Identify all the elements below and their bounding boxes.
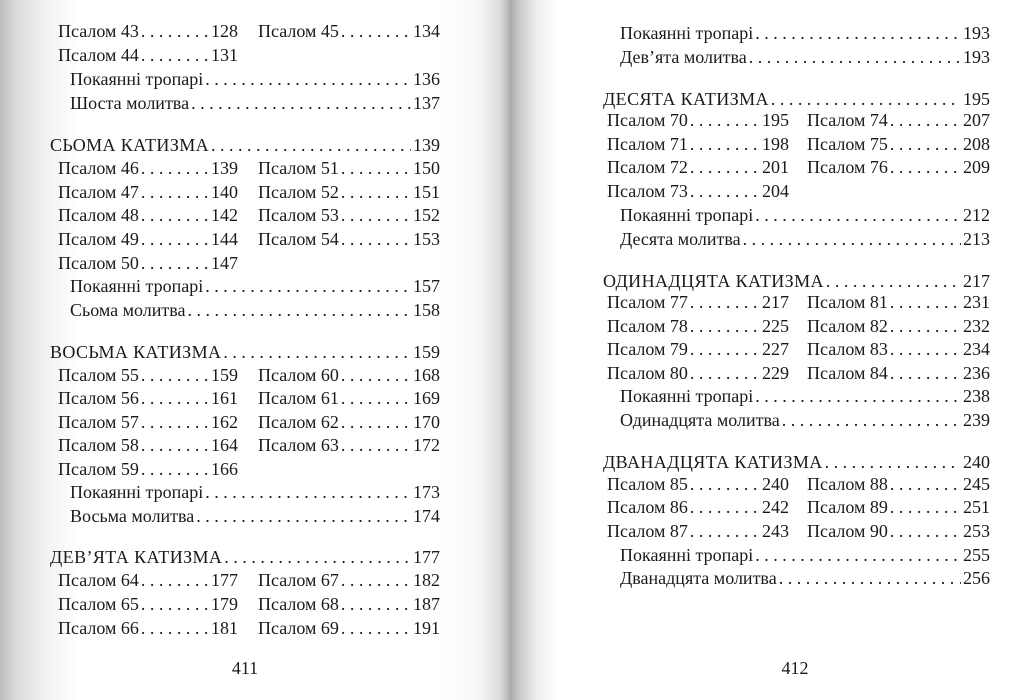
entry-title: Псалом 57	[58, 412, 139, 432]
dot-leader	[341, 180, 411, 204]
toc-subentry	[70, 67, 440, 91]
entry-page-number: 161	[211, 388, 238, 408]
entry-title: Псалом 46	[58, 158, 139, 178]
entry-title: Псалом 53	[258, 205, 339, 225]
toc-subentry	[620, 543, 990, 567]
entry-title: Псалом 52	[258, 182, 339, 202]
toc-psalm-entry	[807, 495, 990, 519]
entry-title: ДЕВ’ЯТА КАТИЗМА	[50, 547, 223, 567]
entry-page-number: 225	[762, 316, 789, 336]
entry-title: Покаянні тропарі	[620, 386, 754, 406]
dot-leader	[755, 543, 961, 567]
entry-page-number: 191	[413, 618, 440, 638]
entry-title: Восьма молитва	[70, 506, 195, 526]
entry-title: Псалом 61	[258, 388, 339, 408]
entry-page-number: 173	[413, 482, 440, 502]
entry-title: Псалом 65	[58, 594, 139, 614]
toc-psalm-entry	[807, 361, 990, 385]
toc-psalm-entry	[607, 132, 789, 156]
toc-psalm-entry	[607, 179, 789, 203]
toc-psalm-entry	[58, 433, 238, 457]
dot-leader	[341, 616, 411, 640]
entry-page-number: 229	[762, 363, 789, 383]
entry-page-number: 253	[963, 521, 990, 541]
entry-title: Псалом 68	[258, 594, 339, 614]
entry-page-number: 231	[963, 292, 990, 312]
toc-subentry	[70, 298, 440, 322]
dot-leader	[690, 108, 760, 132]
dot-leader	[341, 592, 411, 616]
entry-title: Псалом 81	[807, 292, 888, 312]
entry-title: Псалом 45	[258, 21, 339, 41]
entry-page-number: 157	[413, 276, 440, 296]
entry-title: Псалом 50	[58, 253, 139, 273]
toc-psalm-entry	[258, 19, 440, 43]
dot-leader	[341, 568, 411, 592]
entry-page-number: 201	[762, 157, 789, 177]
entry-page-number: 162	[211, 412, 238, 432]
dot-leader	[205, 480, 411, 504]
page-number-right: 412	[781, 658, 809, 678]
toc-psalm-entry	[58, 457, 238, 481]
entry-page-number: 168	[413, 365, 440, 385]
entry-page-number: 234	[963, 339, 990, 359]
toc-psalm-entry	[58, 203, 238, 227]
toc-psalm-entry	[58, 156, 238, 180]
dot-leader	[755, 203, 961, 227]
dot-leader	[743, 227, 961, 251]
toc-subentry	[620, 227, 990, 251]
entry-page-number: 144	[211, 229, 238, 249]
entry-page-number: 209	[963, 157, 990, 177]
entry-title: Псалом 54	[258, 229, 339, 249]
entry-page-number: 147	[211, 253, 238, 273]
toc-psalm-entry	[58, 180, 238, 204]
toc-psalm-entry	[58, 592, 238, 616]
entry-title: Дванадцята молитва	[620, 568, 777, 588]
toc-psalm-entry	[607, 337, 789, 361]
toc-psalm-entry	[58, 386, 238, 410]
dot-leader	[755, 384, 961, 408]
entry-title: Псалом 72	[607, 157, 688, 177]
toc-psalm-entry	[607, 519, 789, 543]
entry-page-number: 240	[762, 474, 789, 494]
toc-psalm-entry	[607, 155, 789, 179]
dot-leader	[224, 545, 411, 569]
dot-leader	[188, 298, 411, 322]
dot-leader	[690, 155, 760, 179]
entry-title: Псалом 82	[807, 316, 888, 336]
toc-psalm-entry	[58, 363, 238, 387]
entry-page-number: 242	[762, 497, 789, 517]
toc-kathisma-heading	[50, 340, 440, 364]
entry-page-number: 150	[413, 158, 440, 178]
entry-page-number: 212	[963, 205, 990, 225]
entry-title: Псалом 56	[58, 388, 139, 408]
toc-psalm-entry	[58, 568, 238, 592]
entry-page-number: 256	[963, 568, 990, 588]
toc-subentry	[70, 274, 440, 298]
entry-page-number: 204	[762, 181, 789, 201]
entry-title: Десята молитва	[620, 229, 741, 249]
dot-leader	[141, 363, 209, 387]
entry-title: Псалом 60	[258, 365, 339, 385]
toc-psalm-entry	[607, 495, 789, 519]
toc-kathisma-heading	[603, 450, 990, 474]
entry-title: Псалом 55	[58, 365, 139, 385]
dot-leader	[141, 616, 209, 640]
dot-leader	[141, 156, 209, 180]
toc-psalm-entry	[258, 616, 440, 640]
entry-title: Псалом 84	[807, 363, 888, 383]
entry-title: Шоста молитва	[70, 93, 190, 113]
toc-psalm-entry	[807, 314, 990, 338]
dot-leader	[690, 361, 760, 385]
entry-page-number: 137	[413, 93, 440, 113]
entry-title: Псалом 49	[58, 229, 139, 249]
toc-subentry	[70, 504, 440, 528]
dot-leader	[141, 433, 209, 457]
entry-title: Псалом 70	[607, 110, 688, 130]
entry-page-number: 193	[963, 47, 990, 67]
entry-page-number: 128	[211, 21, 238, 41]
entry-page-number: 166	[211, 459, 238, 479]
entry-title: Псалом 44	[58, 45, 139, 65]
entry-page-number: 181	[211, 618, 238, 638]
entry-title: Псалом 62	[258, 412, 339, 432]
entry-page-number: 139	[211, 158, 238, 178]
toc-psalm-entry	[258, 227, 440, 251]
toc-psalm-entry	[807, 472, 990, 496]
dot-leader	[141, 19, 209, 43]
dot-leader	[196, 504, 411, 528]
entry-page-number: 179	[211, 594, 238, 614]
entry-title: Псалом 76	[807, 157, 888, 177]
toc-psalm-entry	[807, 108, 990, 132]
entry-page-number: 169	[413, 388, 440, 408]
toc-psalm-entry	[58, 19, 238, 43]
dot-leader	[690, 495, 760, 519]
toc-psalm-entry	[807, 519, 990, 543]
dot-leader	[141, 592, 209, 616]
dot-leader	[690, 314, 760, 338]
dot-leader	[141, 457, 209, 481]
toc-psalm-entry	[607, 108, 789, 132]
entry-page-number: 136	[413, 69, 440, 89]
dot-leader	[341, 410, 411, 434]
toc-psalm-entry	[607, 361, 789, 385]
entry-page-number: 195	[963, 89, 990, 109]
entry-title: Псалом 89	[807, 497, 888, 517]
entry-page-number: 134	[413, 21, 440, 41]
entry-title: Сьома молитва	[70, 300, 186, 320]
toc-psalm-entry	[258, 203, 440, 227]
dot-leader	[141, 251, 209, 275]
entry-page-number: 182	[413, 570, 440, 590]
entry-title: Покаянні тропарі	[70, 276, 204, 296]
entry-page-number: 236	[963, 363, 990, 383]
entry-page-number: 255	[963, 545, 990, 565]
dot-leader	[749, 45, 961, 69]
entry-title: Псалом 78	[607, 316, 688, 336]
dot-leader	[890, 472, 961, 496]
dot-leader	[690, 132, 760, 156]
dot-leader	[690, 472, 760, 496]
entry-page-number: 239	[963, 410, 990, 430]
entry-title: Псалом 74	[807, 110, 888, 130]
toc-psalm-entry	[607, 290, 789, 314]
dot-leader	[890, 108, 961, 132]
entry-title: Дев’ята молитва	[620, 47, 747, 67]
entry-page-number: 238	[963, 386, 990, 406]
entry-title: Псалом 79	[607, 339, 688, 359]
dot-leader	[890, 290, 961, 314]
dot-leader	[690, 337, 760, 361]
toc-psalm-entry	[607, 472, 789, 496]
entry-page-number: 159	[211, 365, 238, 385]
entry-title: Псалом 59	[58, 459, 139, 479]
dot-leader	[890, 519, 961, 543]
toc-psalm-entry	[58, 616, 238, 640]
toc-psalm-entry	[58, 251, 238, 275]
entry-title: Псалом 85	[607, 474, 688, 494]
entry-page-number: 152	[413, 205, 440, 225]
entry-title: Псалом 63	[258, 435, 339, 455]
dot-leader	[211, 133, 411, 157]
entry-title: Покаянні тропарі	[70, 69, 204, 89]
dot-leader	[782, 408, 961, 432]
toc-psalm-entry	[607, 314, 789, 338]
entry-title: Покаянні тропарі	[70, 482, 204, 502]
entry-title: ОДИНАДЦЯТА КАТИЗМА	[603, 271, 824, 291]
entry-page-number: 158	[413, 300, 440, 320]
toc-subentry	[620, 384, 990, 408]
toc-psalm-entry	[258, 180, 440, 204]
dot-leader	[141, 386, 209, 410]
dot-leader	[141, 410, 209, 434]
dot-leader	[341, 227, 411, 251]
toc-psalm-entry	[807, 290, 990, 314]
entry-title: Псалом 66	[58, 618, 139, 638]
entry-page-number: 142	[211, 205, 238, 225]
dot-leader	[755, 21, 961, 45]
dot-leader	[341, 386, 411, 410]
entry-page-number: 245	[963, 474, 990, 494]
toc-psalm-entry	[258, 386, 440, 410]
entry-title: ДЕСЯТА КАТИЗМА	[603, 89, 769, 109]
entry-page-number: 251	[963, 497, 990, 517]
entry-title: СЬОМА КАТИЗМА	[50, 135, 210, 155]
page-number-left: 411	[231, 658, 259, 678]
toc-subentry	[70, 91, 440, 115]
entry-page-number: 217	[762, 292, 789, 312]
entry-page-number: 170	[413, 412, 440, 432]
entry-title: Псалом 88	[807, 474, 888, 494]
entry-page-number: 232	[963, 316, 990, 336]
entry-title: Псалом 71	[607, 134, 688, 154]
toc-psalm-entry	[807, 132, 990, 156]
toc-psalm-entry	[258, 156, 440, 180]
dot-leader	[890, 495, 961, 519]
entry-page-number: 153	[413, 229, 440, 249]
entry-page-number: 131	[211, 45, 238, 65]
entry-page-number: 227	[762, 339, 789, 359]
entry-page-number: 159	[413, 342, 440, 362]
entry-title: Покаянні тропарі	[620, 545, 754, 565]
entry-page-number: 208	[963, 134, 990, 154]
entry-page-number: 140	[211, 182, 238, 202]
entry-title: Псалом 64	[58, 570, 139, 590]
dot-leader	[341, 203, 411, 227]
entry-title: Псалом 58	[58, 435, 139, 455]
entry-page-number: 187	[413, 594, 440, 614]
dot-leader	[141, 180, 209, 204]
entry-title: Псалом 67	[258, 570, 339, 590]
dot-leader	[223, 340, 411, 364]
toc-kathisma-heading	[50, 133, 440, 157]
entry-page-number: 195	[762, 110, 789, 130]
dot-leader	[890, 132, 961, 156]
toc-subentry	[620, 408, 990, 432]
entry-title: Псалом 87	[607, 521, 688, 541]
entry-page-number: 243	[762, 521, 789, 541]
dot-leader	[141, 568, 209, 592]
toc-subentry	[620, 45, 990, 69]
toc-psalm-entry	[258, 363, 440, 387]
toc-subentry	[70, 480, 440, 504]
entry-title: Псалом 75	[807, 134, 888, 154]
entry-page-number: 198	[762, 134, 789, 154]
dot-leader	[825, 450, 961, 474]
dot-leader	[890, 155, 961, 179]
entry-title: Псалом 90	[807, 521, 888, 541]
entry-title: Покаянні тропарі	[620, 23, 754, 43]
dot-leader	[205, 67, 411, 91]
toc-subentry	[620, 566, 990, 590]
toc-psalm-entry	[58, 227, 238, 251]
entry-title: Покаянні тропарі	[620, 205, 754, 225]
dot-leader	[141, 203, 209, 227]
dot-leader	[690, 519, 760, 543]
entry-page-number: 151	[413, 182, 440, 202]
toc-subentry	[620, 203, 990, 227]
toc-kathisma-heading	[50, 545, 440, 569]
entry-page-number: 217	[963, 271, 990, 291]
entry-title: Псалом 80	[607, 363, 688, 383]
entry-title: Псалом 83	[807, 339, 888, 359]
toc-psalm-entry	[807, 337, 990, 361]
toc-subentry	[620, 21, 990, 45]
dot-leader	[890, 314, 961, 338]
entry-page-number: 240	[963, 452, 990, 472]
entry-title: Псалом 69	[258, 618, 339, 638]
entry-title: Псалом 43	[58, 21, 139, 41]
entry-title: Псалом 47	[58, 182, 139, 202]
dot-leader	[191, 91, 411, 115]
dot-leader	[341, 156, 411, 180]
entry-page-number: 177	[211, 570, 238, 590]
entry-title: ДВАНАДЦЯТА КАТИЗМА	[603, 452, 823, 472]
toc-psalm-entry	[58, 410, 238, 434]
toc-psalm-entry	[258, 568, 440, 592]
entry-page-number: 164	[211, 435, 238, 455]
entry-page-number: 213	[963, 229, 990, 249]
entry-page-number: 193	[963, 23, 990, 43]
entry-page-number: 177	[413, 547, 440, 567]
dot-leader	[779, 566, 961, 590]
toc-psalm-entry	[258, 433, 440, 457]
dot-leader	[341, 19, 411, 43]
dot-leader	[341, 433, 411, 457]
entry-title: Псалом 86	[607, 497, 688, 517]
dot-leader	[890, 337, 961, 361]
toc-psalm-entry	[807, 155, 990, 179]
entry-title: Псалом 51	[258, 158, 339, 178]
dot-leader	[141, 43, 209, 67]
entry-title: ВОСЬМА КАТИЗМА	[50, 342, 222, 362]
entry-title: Одинадцята молитва	[620, 410, 780, 430]
toc-psalm-entry	[258, 410, 440, 434]
dot-leader	[205, 274, 411, 298]
dot-leader	[690, 290, 760, 314]
entry-page-number: 174	[413, 506, 440, 526]
toc-psalm-entry	[58, 43, 238, 67]
entry-page-number: 139	[413, 135, 440, 155]
entry-page-number: 172	[413, 435, 440, 455]
dot-leader	[341, 363, 411, 387]
entry-title: Псалом 73	[607, 181, 688, 201]
entry-page-number: 207	[963, 110, 990, 130]
dot-leader	[141, 227, 209, 251]
toc-psalm-entry	[258, 592, 440, 616]
dot-leader	[690, 179, 760, 203]
dot-leader	[890, 361, 961, 385]
entry-title: Псалом 77	[607, 292, 688, 312]
entry-title: Псалом 48	[58, 205, 139, 225]
